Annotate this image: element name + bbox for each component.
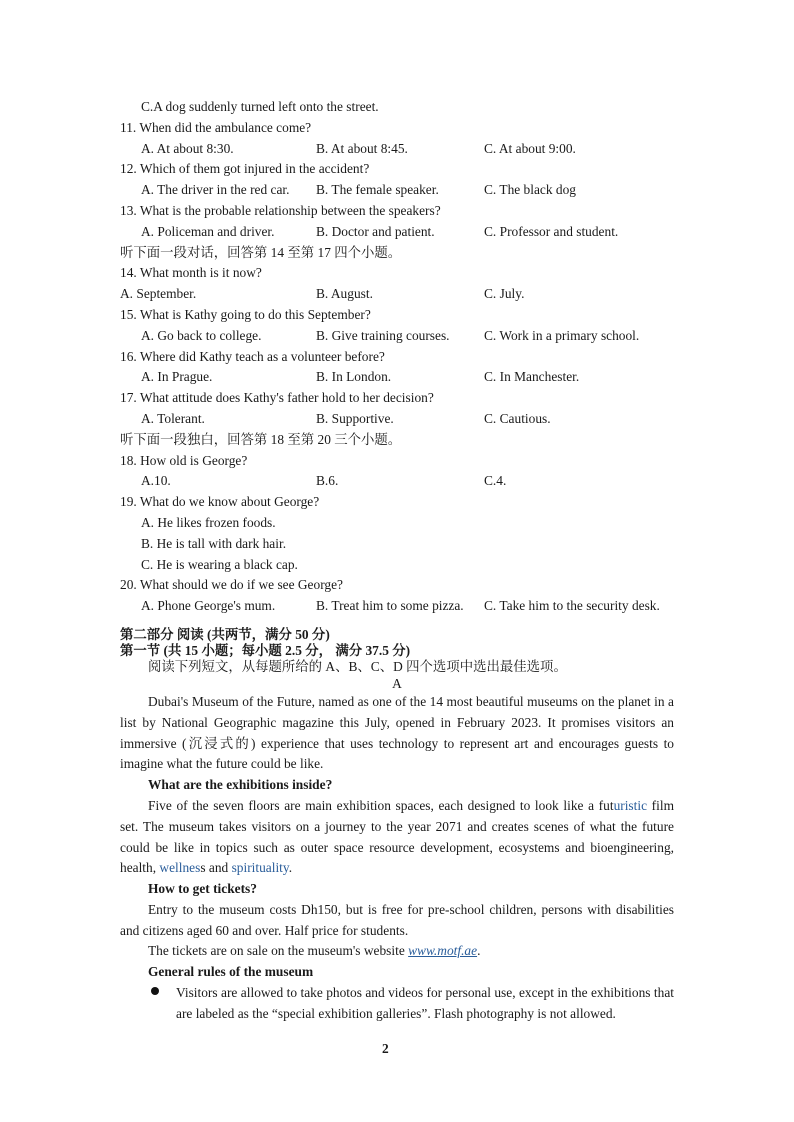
q18-option-a: A.10. xyxy=(141,473,171,488)
q16-option-c: C. In Manchester. xyxy=(484,369,580,384)
q20-stem: 20. What should we do if we see George? xyxy=(120,577,343,592)
q11-option-c: C. At about 9:00. xyxy=(484,141,576,156)
p2-part-f: spirituality xyxy=(231,860,289,876)
q19-option-a: A. He likes frozen foods. xyxy=(141,515,276,530)
q16-stem: 16. Where did Kathy teach as a volunteer before? xyxy=(120,349,385,364)
p2-part-c: film set. The museum takes visitors on a journey to the year 2071 and creates scenes of what the future could be like in topics such as outer space resource development, ecosystems and bioengineering, health, xyxy=(120,798,674,876)
passage-paragraph-3 xyxy=(120,900,674,942)
page-number: 2 xyxy=(382,1041,389,1056)
rule-1-text: Visitors are allowed to take photos and videos for personal use, except in the exhibitions that are labeled as the “special exhibition galleries”. Flash photography is not allowed. xyxy=(176,985,674,1021)
q12-option-c: C. The black dog xyxy=(484,182,576,197)
q14-option-a: A. September. xyxy=(120,286,197,301)
q12-stem: 12. Which of them got injured in the accident? xyxy=(120,161,370,176)
part-two-heading: 第二部分 阅读 (共两节，满分 50 分) xyxy=(120,627,330,642)
p2-part-g: . xyxy=(288,860,293,876)
q15-stem: 15. What is Kathy going to do this September? xyxy=(120,307,371,322)
p2-part-b: uristic xyxy=(613,798,648,813)
website-line xyxy=(148,942,480,960)
q16-option-b: B. In London. xyxy=(316,369,392,384)
q16-option-a: A. In Prague. xyxy=(141,369,213,384)
q14-option-c: C. July. xyxy=(484,286,525,301)
q11-stem: 11. When did the ambulance come? xyxy=(120,120,312,135)
bullet-icon xyxy=(151,987,159,995)
q19-option-b: B. He is tall with dark hair. xyxy=(141,536,287,551)
paragraph-2-text xyxy=(120,796,674,879)
passage-paragraph-2 xyxy=(120,796,674,879)
q17-stem: 17. What attitude does Kathy's father hold to her decision? xyxy=(120,390,434,405)
q12-option-a: A. The driver in the red car. xyxy=(141,182,290,197)
passage-letter: A xyxy=(392,676,402,691)
exhibitions-heading: What are the exhibitions inside? xyxy=(148,777,333,792)
listening-instruction-2: 听下面一段独白，回答第 18 至第 20 三个小题。 xyxy=(120,432,402,447)
website-link[interactable]: www.motf.ae xyxy=(408,943,478,958)
q18-option-b: B.6. xyxy=(316,473,339,488)
website-period: . xyxy=(477,943,481,958)
q13-stem: 13. What is the probable relationship between the speakers? xyxy=(120,203,441,218)
paragraph-3-text: Entry to the museum costs Dh150, but is free for pre-school children, persons with disabilities and citizens aged 60 and over. Half price for students. xyxy=(120,902,674,938)
listening-instruction-1: 听下面一段对话，回答第 14 至第 17 四个小题。 xyxy=(120,245,402,260)
tickets-heading: How to get tickets? xyxy=(148,881,257,896)
p2-part-e: s and xyxy=(200,860,232,876)
q19-stem: 19. What do we know about George? xyxy=(120,494,320,509)
q14-option-b: B. August. xyxy=(316,286,373,301)
q15-option-c: C. Work in a primary school. xyxy=(484,328,640,343)
rules-heading: General rules of the museum xyxy=(148,964,314,979)
q14-stem: 14. What month is it now? xyxy=(120,265,262,280)
q15-option-a: A. Go back to college. xyxy=(141,328,262,343)
q11-option-b: B. At about 8:45. xyxy=(316,141,408,156)
section-one-heading: 第一节 (共 15 小题；每小题 2.5 分， 满分 37.5 分) xyxy=(120,643,411,658)
q18-stem: 18. How old is George? xyxy=(120,453,248,468)
q12-option-b: B. The female speaker. xyxy=(316,182,439,197)
q11-option-a: A. At about 8:30. xyxy=(141,141,234,156)
q19-option-c: C. He is wearing a black cap. xyxy=(141,557,298,572)
q20-option-b: B. Treat him to some pizza. xyxy=(316,598,464,613)
q17-option-c: C. Cautious. xyxy=(484,411,551,426)
paragraph-1-text: Dubai's Museum of the Future, named as one of the 14 most beautiful museums on the planet in a list by National Geographic magazine this July, opened in February 2023. It promises visitors an immersive (沉浸式的) experience that uses technology to represent art and encourages guests to imagine what the future could be like. xyxy=(120,694,674,772)
p2-part-a: Five of the seven floors are main exhibition spaces, each designed to look like a fut xyxy=(148,798,614,813)
q13-option-b: B. Doctor and patient. xyxy=(316,224,435,239)
q17-option-b: B. Supportive. xyxy=(316,411,394,426)
q18-option-c: C.4. xyxy=(484,473,507,488)
passage-paragraph-1 xyxy=(120,692,674,775)
q13-option-c: C. Professor and student. xyxy=(484,224,619,239)
reading-instruction: 阅读下列短文，从每题所给的 A、B、C、D 四个选项中选出最佳选项。 xyxy=(148,659,567,674)
website-text: The tickets are on sale on the museum's website xyxy=(148,943,409,958)
q20-option-c: C. Take him to the security desk. xyxy=(484,598,660,613)
q17-option-a: A. Tolerant. xyxy=(141,411,205,426)
q13-option-a: A. Policeman and driver. xyxy=(141,224,275,239)
q20-option-a: A. Phone George's mum. xyxy=(141,598,276,613)
q10-option-c: C.A dog suddenly turned left onto the street. xyxy=(141,99,379,114)
p2-part-d: wellnes xyxy=(159,860,201,876)
q15-option-b: B. Give training courses. xyxy=(316,328,450,343)
